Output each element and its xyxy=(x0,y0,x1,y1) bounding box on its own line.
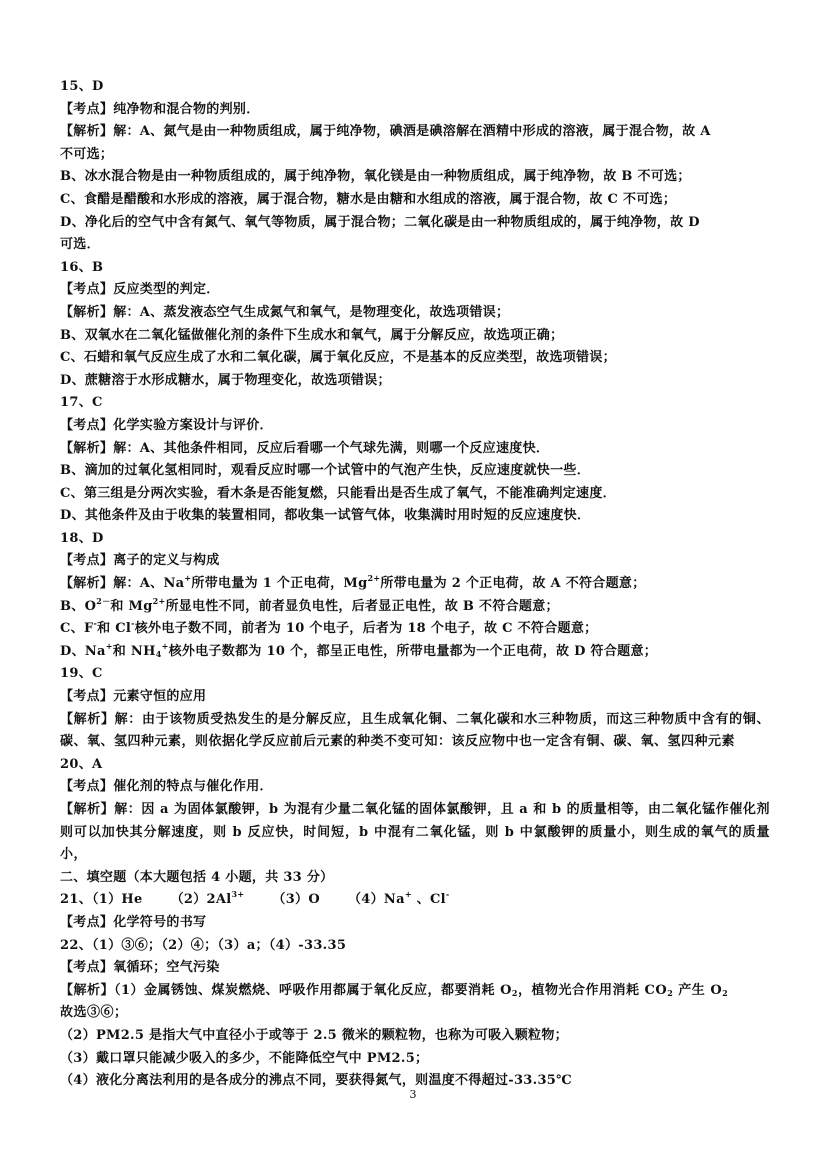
text-segment: （4）Na xyxy=(347,892,405,908)
analysis-paragraph: 【解析】解：因 a 为固体氯酸钾，b 为混有少量二氧化锰的固体氯酸钾，且 a 和 b 的质量相等，由二氧化锰作催化剂则可以加快其分解速度，则 b 反应快，时间短，b 中混有二氧化锰，则 b 中氯酸钾的质量小，则生成的氧气的质量小， xyxy=(60,802,770,863)
text-segment: D、Na xyxy=(60,643,106,659)
knowledge-point: 【考点】催化剂的特点与催化作用． xyxy=(60,779,273,795)
superscript: 2+ xyxy=(367,573,381,584)
text-line: 【考点】反应类型的判定． xyxy=(60,282,220,298)
text-segment: B、O xyxy=(60,598,97,614)
superscript: - xyxy=(445,889,450,900)
text-line xyxy=(60,573,770,596)
text-segment: （2）2Al xyxy=(170,892,232,908)
superscript: 3+ xyxy=(231,889,245,900)
text-line: 17、C xyxy=(60,395,103,411)
superscript: 2－ xyxy=(96,595,111,606)
text-line: D、其他条件及由于收集的装置相同，都收集一试管气体，收集满时用时短的反应速度快． xyxy=(60,508,591,524)
text-segment: （3）O xyxy=(272,892,320,908)
text-line: C、第三组是分两次实验，看木条是否能复燃，只能看出是否生成了氧气，不能准确判定速度． xyxy=(60,485,616,501)
text-line: 【考点】离子的定义与构成 xyxy=(60,553,220,569)
subscript: 2 xyxy=(722,987,729,998)
analysis-paragraph xyxy=(60,980,770,1025)
text-line: 【考点】纯净物和混合物的判别． xyxy=(60,101,260,117)
text-line: C、石蜡和氧气反应生成了水和二氧化碳，属于氧化反应，不是基本的反应类型，故选项错误； xyxy=(60,350,616,366)
text-segment: 、Cl xyxy=(411,892,446,908)
text-line: B、双氧水在二氧化锰做催化剂的条件下生成水和氧气，属于分解反应，故选项正确； xyxy=(60,327,564,343)
text-line: D、净化后的空气中含有氮气、氧气等物质，属于混合物；二氧化碳是由一种物质组成的，属于纯净物，故 D xyxy=(60,214,700,230)
text-segment: 和 Cl xyxy=(97,621,132,637)
text-line: 【解析】解：A、蒸发液态空气生成氮气和氧气，是物理变化，故选项错误； xyxy=(60,304,510,320)
analysis-paragraph: 【解析】解：由于该物质受热发生的是分解反应，且生成氧化铜、二氧化碳和水三种物质，而这三种物质中含有的铜、碳、氧、氢四种元素，则依据化学反应前后元素的种类不变可知：该反应物中也一定含有铜、碳、氧、氢四种元素 xyxy=(60,711,770,750)
page-number: 3 xyxy=(409,1088,417,1101)
answer-line xyxy=(60,889,770,912)
text-segment: 所带电量为 1 个正电荷，Mg xyxy=(191,576,368,592)
text-line: （2）PM2.5 是指大气中直径小于或等于 2.5 微米的颗粒物，也称为可吸入颗粒物； xyxy=(60,1027,568,1043)
text-line xyxy=(60,618,770,641)
text-segment: 产生 O xyxy=(673,982,723,998)
text-segment: 【解析】解：A、Na xyxy=(60,576,185,592)
subscript: 2 xyxy=(667,987,674,998)
text-segment: 所带电量为 2 个正电荷，故 A 不符合题意； xyxy=(380,576,646,592)
text-segment: 核外电子数不同，前者为 10 个电子，后者为 18 个电子，故 C 不符合题意； xyxy=(134,621,598,637)
text-line: 16、B xyxy=(60,259,104,275)
text-segment: 21、（1）He xyxy=(60,892,143,908)
question-number: 20、A xyxy=(60,756,103,772)
subscript: 4 xyxy=(155,648,162,659)
text-line: 可选． xyxy=(60,237,100,253)
superscript: 2+ xyxy=(152,595,166,606)
knowledge-point: 【考点】元素守恒的应用 xyxy=(60,689,207,705)
document-body xyxy=(60,76,770,1093)
text-segment: 和 NH xyxy=(112,643,156,659)
text-line: B、冰水混合物是由一种物质组成的，属于纯净物，氧化镁是由一种物质组成，属于纯净物，故 B 不可选； xyxy=(60,169,691,185)
text-line: D、蔗糖溶于水形成糖水，属于物理变化，故选项错误； xyxy=(60,372,391,388)
question-number: 19、C xyxy=(60,666,103,682)
text-line: 18、D xyxy=(60,530,104,546)
superscript: + xyxy=(105,640,113,651)
superscript: + xyxy=(161,640,169,651)
text-line xyxy=(60,596,770,619)
text-line: （3）戴口罩只能减少吸入的多少，不能降低空气中 PM2.5； xyxy=(60,1050,429,1066)
text-line: （4）液化分离法利用的是各成分的沸点不同，要获得氮气，则温度不得超过-33.35℃ xyxy=(60,1073,573,1089)
text-segment: 所显电性不同，前者显负电性，后者显正电性，故 B 不符合题意； xyxy=(165,598,559,614)
text-segment: 和 Mg xyxy=(110,598,153,614)
text-segment: C、F xyxy=(60,621,94,637)
text-segment: ，植物光合作用消耗 CO xyxy=(517,982,668,998)
knowledge-point: 【考点】化学符号的书写 xyxy=(60,914,207,930)
text-line: 【解析】解：A、其他条件相同，反应后看哪一个气球先满，则哪一个反应速度快． xyxy=(60,440,550,456)
text-line: 15、D xyxy=(60,79,104,94)
text-segment: 故选③⑥； xyxy=(60,1005,128,1021)
text-line: 【解析】解：A、氮气是由一种物质组成，属于纯净物，碘酒是碘溶解在酒精中形成的溶液，属于混合物，故 A xyxy=(60,124,711,140)
superscript: - xyxy=(131,618,135,629)
subscript: 2 xyxy=(511,987,518,998)
text-line: B、滴加的过氧化氢相同时，观看反应时哪一个试管中的气泡产生快，反应速度就快一些． xyxy=(60,463,590,479)
text-segment: 【解析】（1）金属锈蚀、煤炭燃烧、呼吸作用都属于氧化反应，都要消耗 O xyxy=(60,982,512,998)
text-line: 【考点】化学实验方案设计与评价． xyxy=(60,417,273,433)
section-heading: 二、填空题（本大题包括 4 小题，共 33 分） xyxy=(60,869,334,885)
answer-line: 22、（1）③⑥；（2）④；（3）a；（4）-33.35 xyxy=(60,937,347,953)
text-segment: 核外电子数都为 10 个，都呈正电性，所带电量都为一个正电荷，故 D 符合题意； xyxy=(168,643,658,659)
text-line: C、食醋是醋酸和水形成的溶液，属于混合物，糖水是由糖和水组成的溶液，属于混合物，故 C 不可选； xyxy=(60,191,677,207)
superscript: - xyxy=(93,618,98,629)
text-line: 不可选； xyxy=(60,146,114,162)
text-line xyxy=(60,641,770,664)
superscript: + xyxy=(404,889,412,900)
superscript: + xyxy=(184,573,192,584)
knowledge-point: 【考点】氧循环；空气污染 xyxy=(60,960,220,976)
